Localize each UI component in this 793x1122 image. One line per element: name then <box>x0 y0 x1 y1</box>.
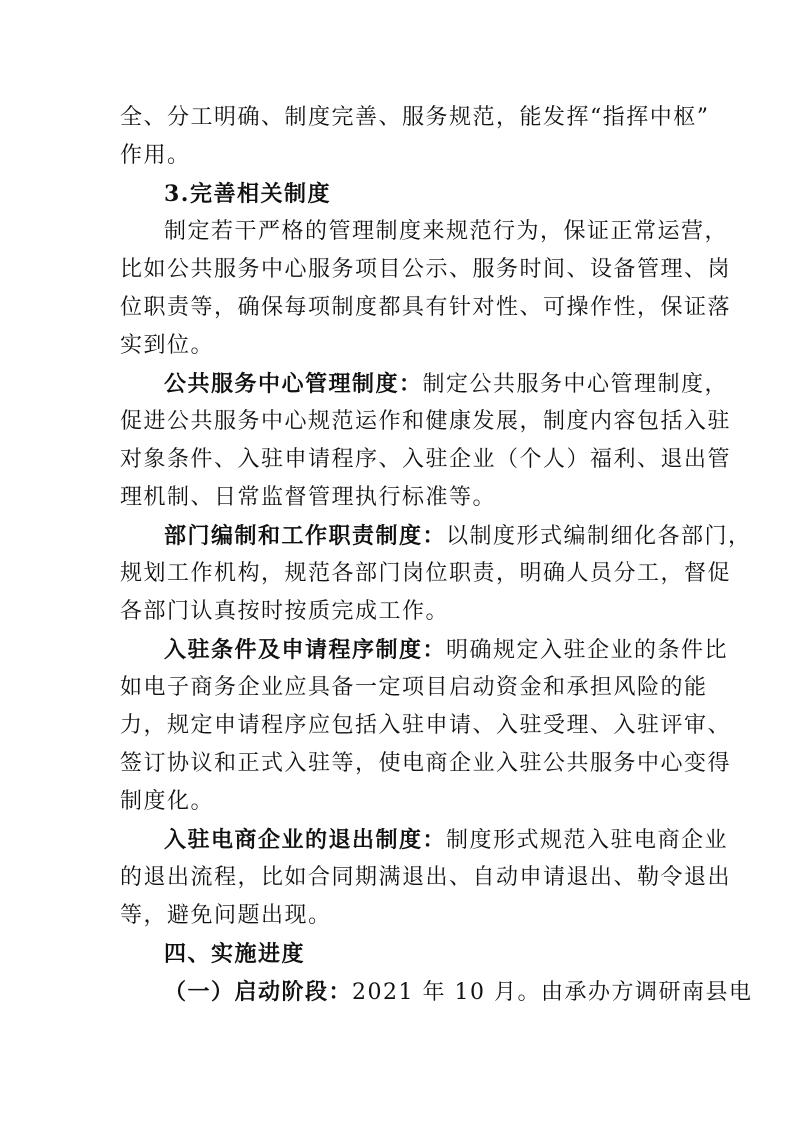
paragraph-line <box>164 220 728 244</box>
paragraph-line <box>120 866 731 890</box>
paragraph-line <box>120 296 731 320</box>
paragraph-line <box>120 144 191 168</box>
line-text: 理机制、日常监督管理执行标准等。 <box>120 485 497 510</box>
bold-label: 部门编制和工作职责制度： <box>164 523 447 549</box>
line-text: 制度形式规范入驻电商企业 <box>446 828 729 853</box>
paragraph-line <box>120 676 708 700</box>
bold-label: （一）启动阶段： <box>164 979 353 1005</box>
bold-label: 入驻条件及申请程序制度： <box>164 637 447 663</box>
paragraph-line <box>120 562 731 586</box>
section-heading <box>164 942 305 966</box>
paragraph-line <box>120 714 731 738</box>
line-text: 比如公共服务中心服务项目公示、服务时间、设备管理、岗 <box>120 257 732 282</box>
heading-text: 四、实施进度 <box>164 941 306 967</box>
line-text: 明确规定入驻企业的条件比 <box>446 638 729 663</box>
paragraph-line <box>120 752 731 776</box>
bold-label: 入驻电商企业的退出制度： <box>164 827 447 853</box>
line-text: 对象条件、入驻申请程序、入驻企业（个人）福利、退出管 <box>120 447 732 472</box>
paragraph-line <box>164 828 728 853</box>
line-text: 2021 年 10 月。由承办方调研南县电 <box>352 980 753 1005</box>
paragraph-line <box>120 486 496 510</box>
line-text: 如电子商务企业应具备一定项目启动资金和承担风险的能 <box>120 675 708 700</box>
line-text: 的退出流程，比如合同期满退出、自动申请退出、勒令退出 <box>120 865 732 890</box>
paragraph-line <box>120 904 332 928</box>
paragraph-line <box>120 448 731 472</box>
paragraph-line <box>120 258 731 282</box>
section-heading <box>164 182 331 206</box>
paragraph-line <box>164 372 728 397</box>
paragraph-line <box>164 638 728 663</box>
paragraph-line <box>164 980 752 1005</box>
line-text: 制定若干严格的管理制度来规范行为，保证正常运营， <box>164 219 729 244</box>
heading-text: 3.完善相关制度 <box>164 181 331 207</box>
bold-label: 公共服务中心管理制度： <box>164 371 423 397</box>
line-text: 作用。 <box>120 143 191 168</box>
line-text: 签订协议和正式入驻等，使电商企业入驻公共服务中心变得 <box>120 751 732 776</box>
line-text: 规划工作机构，规范各部门岗位职责，明确人员分工，督促 <box>120 561 732 586</box>
line-text: 制定公共服务中心管理制度， <box>422 372 729 397</box>
line-text: 位职责等，确保每项制度都具有针对性、可操作性，保证落 <box>120 295 732 320</box>
paragraph-line <box>120 334 214 358</box>
paragraph-line <box>164 524 752 549</box>
line-text: 全、分工明确、制度完善、服务规范，能发挥“指挥中枢” <box>120 105 710 130</box>
line-text: 以制度形式编制细化各部门， <box>446 524 752 549</box>
paragraph-line <box>120 600 449 624</box>
line-text: 力，规定申请程序应包括入驻申请、入驻受理、入驻评审、 <box>120 713 732 738</box>
paragraph-line <box>120 790 214 814</box>
paragraph-line <box>120 410 731 434</box>
line-text: 制度化。 <box>120 789 215 814</box>
line-text: 促进公共服务中心规范运作和健康发展，制度内容包括入驻 <box>120 409 732 434</box>
line-text: 实到位。 <box>120 333 215 358</box>
line-text: 各部门认真按时按质完成工作。 <box>120 599 450 624</box>
paragraph-line <box>120 106 710 130</box>
line-text: 等，避免问题出现。 <box>120 903 332 928</box>
